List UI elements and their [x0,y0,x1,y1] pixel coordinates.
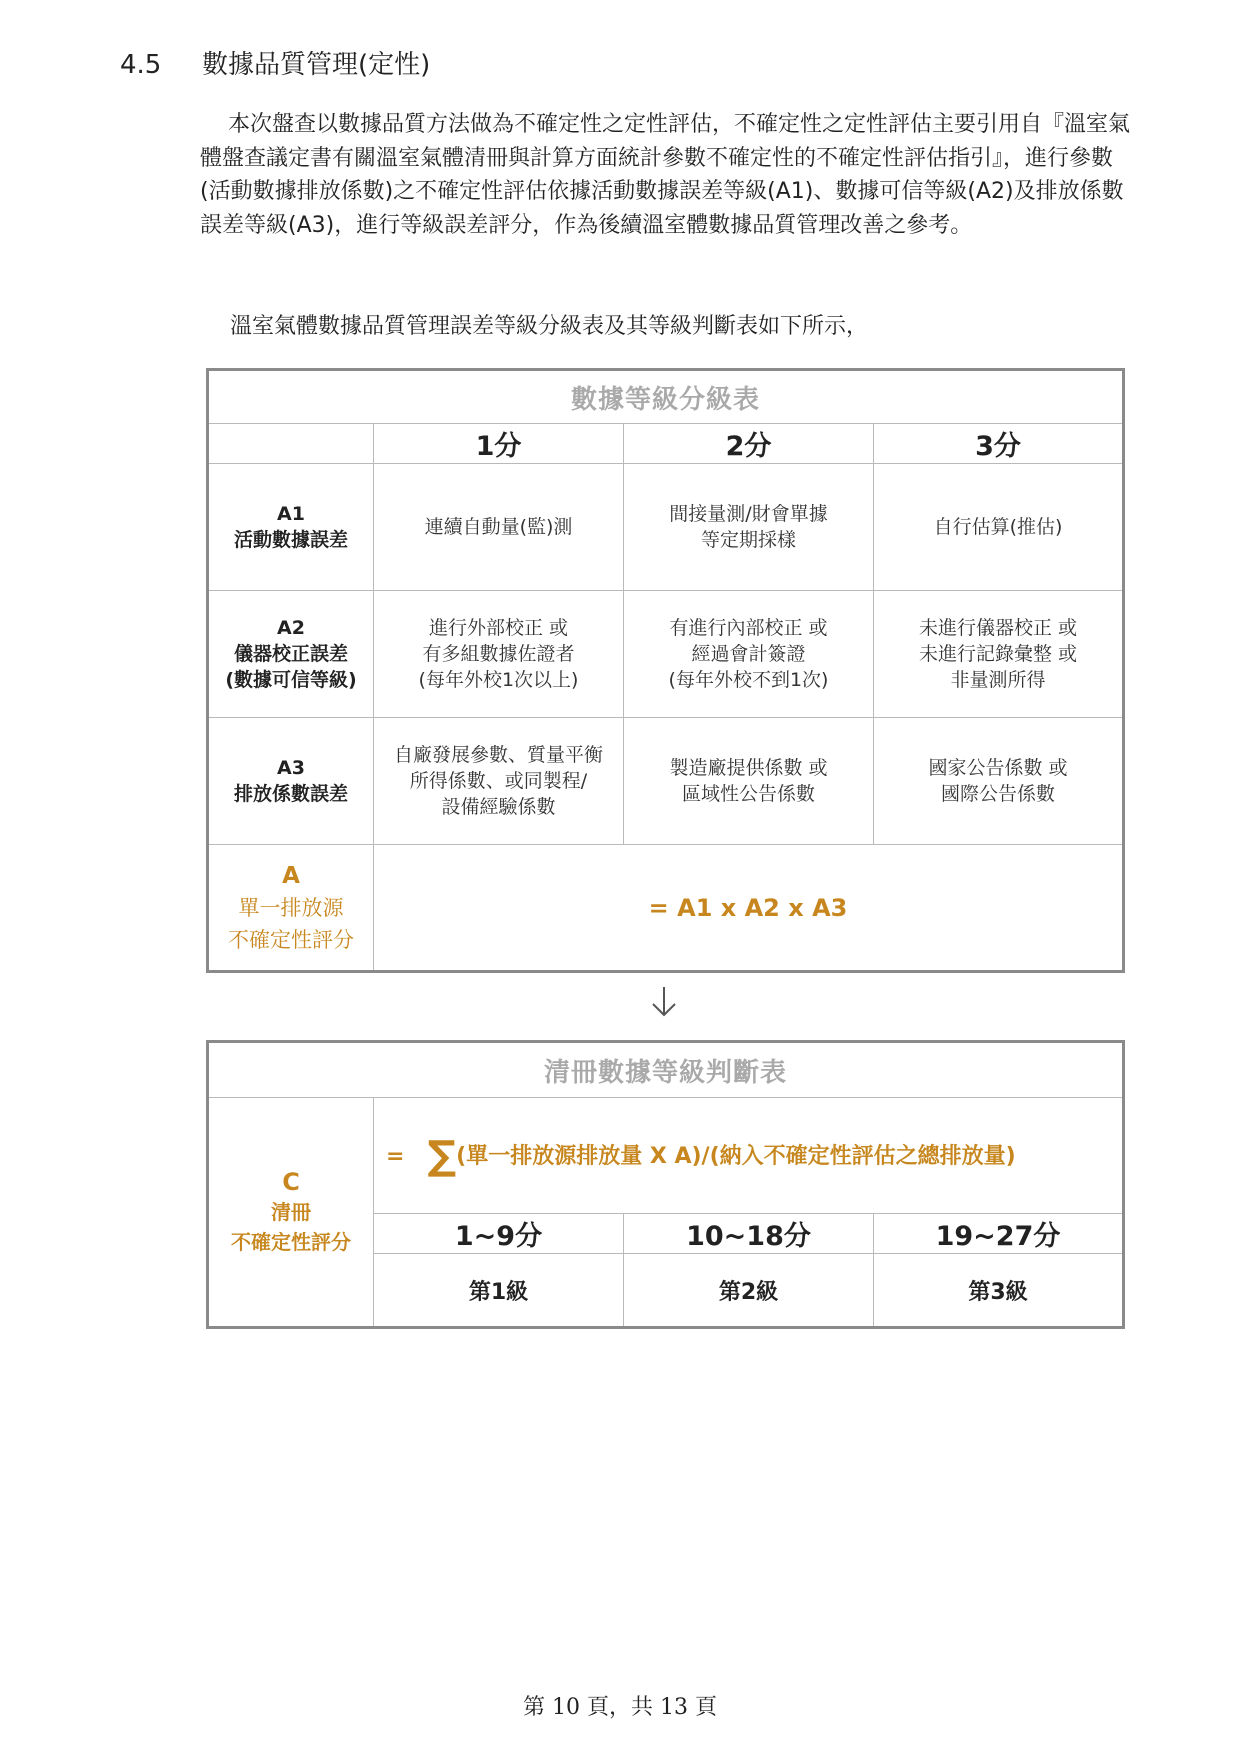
score-header-3: 3分 [874,424,1124,464]
row-head-a2: A2 儀器校正誤差 (數據可信等級) [208,591,374,718]
arrow-down-icon [649,985,679,1019]
section-heading [120,44,430,81]
a3-score1-cell: 自廠發展參數、質量平衡 所得係數、或同製程/ 設備經驗係數 [374,718,624,845]
row-head-c: C 清冊 不確定性評分 [208,1098,374,1328]
a2-score1-cell: 進行外部校正 或 有多組數據佐證者 (每年外校1次以上) [374,591,624,718]
score-header-2: 2分 [624,424,874,464]
range-3: 19~27分 [874,1214,1124,1254]
a-formula: = A1 x A2 x A3 [374,845,1124,972]
a3-score2-cell: 製造廠提供係數 或 區域性公告係數 [624,718,874,845]
c-formula [374,1098,1124,1214]
inventory-grade-table [206,1040,1125,1329]
row-head-a: A 單一排放源 不確定性評分 [208,845,374,972]
sigma-icon: ∑ [427,1132,457,1179]
table2-title: 清冊數據等級判斷表 [208,1042,1124,1098]
range-1: 1~9分 [374,1214,624,1254]
table1-corner [208,424,374,464]
a2-score2-cell: 有進行內部校正 或 經過會計簽證 (每年外校不到1次) [624,591,874,718]
table-intro-paragraph: 溫室氣體數據品質管理誤差等級分級表及其等級判斷表如下所示， [230,314,869,339]
data-grade-table [206,368,1125,973]
formula-equals: = [386,1143,405,1169]
a1-score3-cell: 自行估算(推估) [874,464,1124,591]
row-head-a3: A3 排放係數誤差 [208,718,374,845]
intro-paragraph: 本次盤查以數據品質方法做為不確定性之定性評估，不確定性之定性評估主要引用自『溫室氣體盤查議定書有關溫室氣體清冊與計算方面統計參數不確定性的不確定性評估指引』，進行參數(活動數據排放係數)之不確定性評估依據活動數據誤差等級(A1)、數據可信等級(A2)及排放係數誤差等級(A3)，進行等級誤差評分，作為後續溫室體數據品質管理改善之參考。 [200,112,1131,238]
page-footer: 第 10 頁，共 13 頁 [523,1695,717,1720]
a3-score3-cell: 國家公告係數 或 國際公告係數 [874,718,1124,845]
a2-score3-cell: 未進行儀器校正 或 未進行記錄彙整 或 非量測所得 [874,591,1124,718]
section-title: 數據品質管理(定性) [202,50,431,80]
a1-score1-cell: 連續自動量(監)測 [374,464,624,591]
level-2: 第2級 [624,1254,874,1328]
range-2: 10~18分 [624,1214,874,1254]
row-head-a1: A1 活動數據誤差 [208,464,374,591]
a1-score2-cell: 間接量測/財會單據 等定期採樣 [624,464,874,591]
section-number: 4.5 [120,50,162,80]
score-header-1: 1分 [374,424,624,464]
level-3: 第3級 [874,1254,1124,1328]
table1-title: 數據等級分級表 [208,370,1124,424]
level-1: 第1級 [374,1254,624,1328]
formula-body: (單一排放源排放量 X A)/(納入不確定性評估之總排放量) [456,1143,1016,1169]
